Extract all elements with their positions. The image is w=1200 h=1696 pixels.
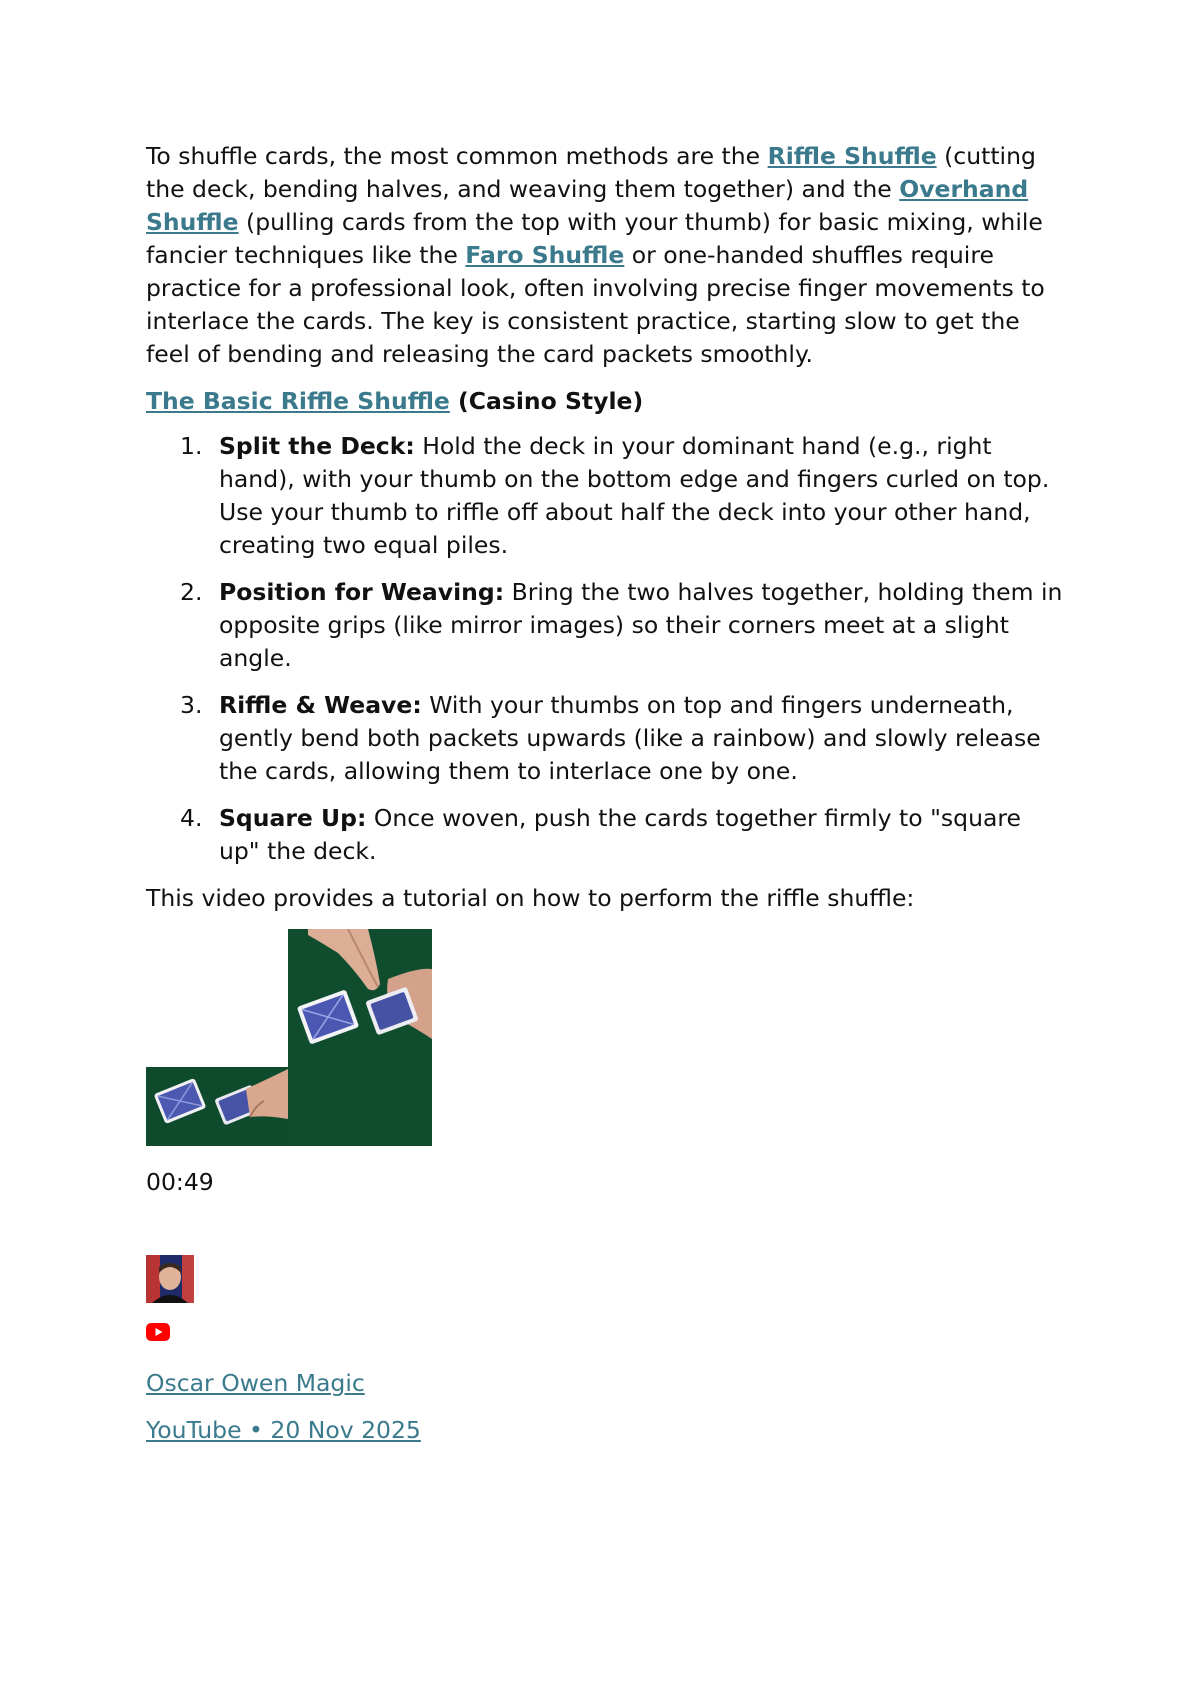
riffle-shuffle-link[interactable]: Riffle Shuffle <box>767 142 937 170</box>
video-thumbnail[interactable] <box>146 929 432 1146</box>
hands-with-cards-image <box>288 929 432 1146</box>
step-item <box>146 802 1066 868</box>
youtube-icon[interactable] <box>146 1323 170 1341</box>
channel-name-paragraph <box>146 1367 1066 1400</box>
step-item <box>146 576 1066 675</box>
step-number: 4. <box>180 804 203 832</box>
step-item <box>146 430 1066 562</box>
video-source-date-link[interactable]: YouTube • 20 Nov 2025 <box>146 1416 421 1444</box>
basic-riffle-shuffle-link[interactable]: The Basic Riffle Shuffle <box>146 387 450 415</box>
steps-list <box>146 430 1066 868</box>
card-packets-image <box>146 1067 288 1146</box>
faro-shuffle-link[interactable]: Faro Shuffle <box>465 241 625 269</box>
heading-suffix: (Casino Style) <box>449 387 644 415</box>
video-duration: 00:49 <box>146 1168 214 1196</box>
intro-text-4: or one-handed shuffles require practice for a professional look, often involving precise finger movements to interlace the cards. The key is consistent practice, starting slow to get the feel of bending and releasing the card packets smoothly. <box>146 241 1045 368</box>
thumbnail-frame-large[interactable] <box>288 929 432 1146</box>
step-text: Hold the deck in your dominant hand (e.g., right hand), with your thumb on the bottom edge and fingers curled on top. Use your thumb to riffle off about half the deck into your other hand, creating two equal piles. <box>219 432 1050 559</box>
step-title: Square Up: <box>219 804 367 832</box>
document-body <box>146 140 1066 1447</box>
channel-avatar[interactable] <box>146 1255 194 1303</box>
intro-text-3: (pulling cards from the top with your thumb) for basic mixing, while fancier techniques like the <box>146 208 1043 269</box>
step-text: Once woven, push the cards together firmly to "square up" the deck. <box>219 804 1021 865</box>
thumbnail-frame-small[interactable] <box>146 1067 288 1146</box>
step-number: 2. <box>180 578 203 606</box>
video-intro-text: This video provides a tutorial on how to perform the riffle shuffle: <box>146 884 915 912</box>
step-title: Riffle & Weave: <box>219 691 422 719</box>
step-title: Split the Deck: <box>219 432 415 460</box>
intro-paragraph <box>146 140 1066 371</box>
intro-text-1: To shuffle cards, the most common methods are the <box>146 142 768 170</box>
step-item <box>146 689 1066 788</box>
intro-text-2: (cutting the deck, bending halves, and weaving them together) and the <box>146 142 1036 203</box>
overhand-shuffle-link[interactable]: Overhand Shuffle <box>146 175 1029 236</box>
channel-avatar-image <box>146 1255 194 1303</box>
step-number: 1. <box>180 432 203 460</box>
step-text: With your thumbs on top and fingers underneath, gently bend both packets upwards (like a rainbow) and slowly release the cards, allowing them to interlace one by one. <box>219 691 1041 785</box>
step-number: 3. <box>180 691 203 719</box>
section-heading <box>146 385 1066 418</box>
step-text: Bring the two halves together, holding them in opposite grips (like mirror images) so their corners meet at a slight angle. <box>219 578 1063 672</box>
step-title: Position for Weaving: <box>219 578 505 606</box>
channel-name-link[interactable]: Oscar Owen Magic <box>146 1369 365 1397</box>
video-meta-paragraph <box>146 1414 1066 1447</box>
